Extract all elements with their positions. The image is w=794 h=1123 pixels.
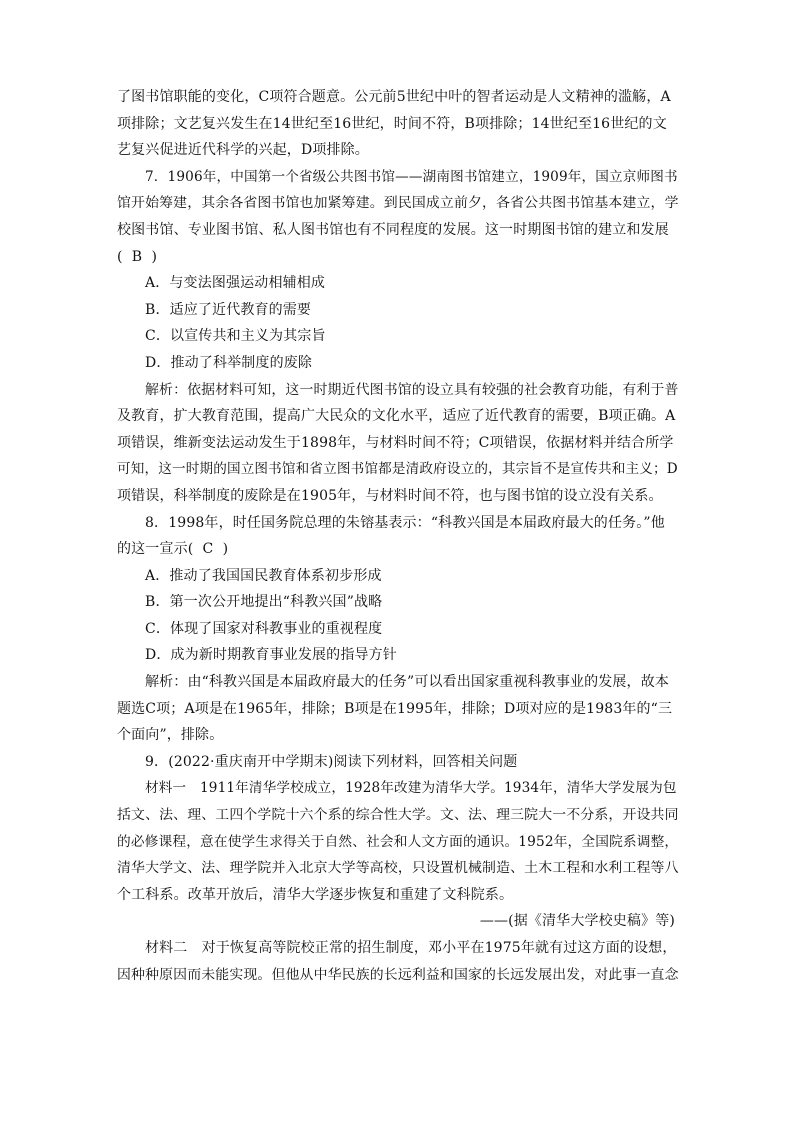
answer-option: A．推动了我国国民教育体系初步形成 — [145, 567, 382, 584]
text-line: 个面向”，排除。 — [117, 727, 224, 744]
answer-option: C．体现了国家对科教事业的重视程度 — [145, 620, 383, 637]
text-line: 馆开始筹建，其余各省图书馆也加紧筹建。到民国成立前夕，各省公共图书馆基本建立，学 — [117, 195, 679, 212]
page-content — [117, 84, 679, 988]
paragraph-start-line: 解析：依据材料可知，这一时期近代图书馆的设立具有较强的社会教育功能，有利于普 — [145, 381, 679, 398]
paragraph-start-line: 材料一 1911年清华学校成立，1928年改建为清华大学。1934年，清华大学发展为包 — [145, 780, 677, 797]
text-line: 个工科系。改革开放后，清华大学逐步恢复和重建了文科院系。 — [117, 886, 514, 903]
text-line: 了图书馆职能的变化，C项符合题意。公元前5世纪中叶的智者运动是人文精神的滥觞，A — [117, 89, 671, 105]
answer-option: A．与变法图强运动相辅相成 — [145, 275, 326, 292]
text-line: 可知，这一时期的国立图书馆和省立图书馆都是清政府设立的，其宗旨不是宣传共和主义；D — [117, 461, 678, 478]
text-line: ( B ) — [117, 248, 158, 265]
text-line: 项错误，维新变法运动发生于1898年，与材料时间不符；C项错误，依据材料并结合所学 — [117, 434, 674, 451]
text-line: 的必修课程，意在使学生求得关于自然、社会和人文方面的通识。1952年，全国院系调整， — [117, 833, 679, 850]
answer-option: B．适应了近代教育的需要 — [145, 301, 312, 318]
answer-option: D．成为新时期教育事业发展的指导方针 — [145, 647, 397, 664]
answer-option: D．推动了科举制度的废除 — [145, 354, 313, 371]
text-line: 的这一宣示( C ) — [117, 541, 229, 558]
paragraph-start-line: 7．1906年，中国第一个省级公共图书馆——湖南图书馆建立，1909年，国立京师图书 — [145, 168, 678, 185]
text-line: 清华大学文、法、理学院并入北京大学等高校，只设置机械制造、土木工程和水利工程等八 — [117, 860, 679, 877]
source-citation: ——(据《清华大学校史稿》等) — [479, 913, 675, 930]
text-line: 艺复兴促进近代科学的兴起，D项排除。 — [117, 142, 369, 159]
paragraph-start-line: 9．(2022·重庆南开中学期末)阅读下列材料，回答相关问题 — [145, 753, 518, 770]
paragraph-start-line: 8．1998年，时任国务院总理的朱镕基表示：“科教兴国是本届政府最大的任务。”他 — [145, 514, 665, 531]
text-line: 题选C项；A项是在1965年，排除；B项是在1995年，排除；D项对应的是1983年的“三 — [117, 700, 673, 717]
answer-option: C．以宣传共和主义为其宗旨 — [145, 328, 326, 345]
text-line: 项错误，科举制度的废除是在1905年，与材料时间不符，也与图书馆的设立没有关系。 — [117, 487, 663, 504]
paragraph-start-line: 材料二 对于恢复高等院校正常的招生制度，邓小平在1975年就有过这方面的设想， — [145, 940, 677, 956]
text-line: 校图书馆、专业图书馆、私人图书馆也有不同程度的发展。这一时期图书馆的建立和发展 — [117, 221, 669, 238]
answer-option: B．第一次公开地提出“科教兴国”战略 — [145, 594, 383, 611]
text-line: 及教育，扩大教育范围，提高广大民众的文化水平，适应了近代教育的需要，B项正确。A — [117, 408, 676, 425]
text-line: 项排除；文艺复兴发生在14世纪至16世纪，时间不符，B项排除；14世纪至16世纪的文 — [117, 115, 667, 132]
text-line: 因种种原因而未能实现。但他从中华民族的长远利益和国家的长远发展出发，对此事一直念 — [117, 966, 679, 983]
paragraph-start-line: 解析：由“科教兴国是本届政府最大的任务”可以看出国家重视科教事业的发展，故本 — [145, 674, 670, 691]
text-line: 括文、法、理、工四个学院十六个系的综合性大学。文、法、理三院大一不分系，开设共同 — [117, 807, 679, 824]
